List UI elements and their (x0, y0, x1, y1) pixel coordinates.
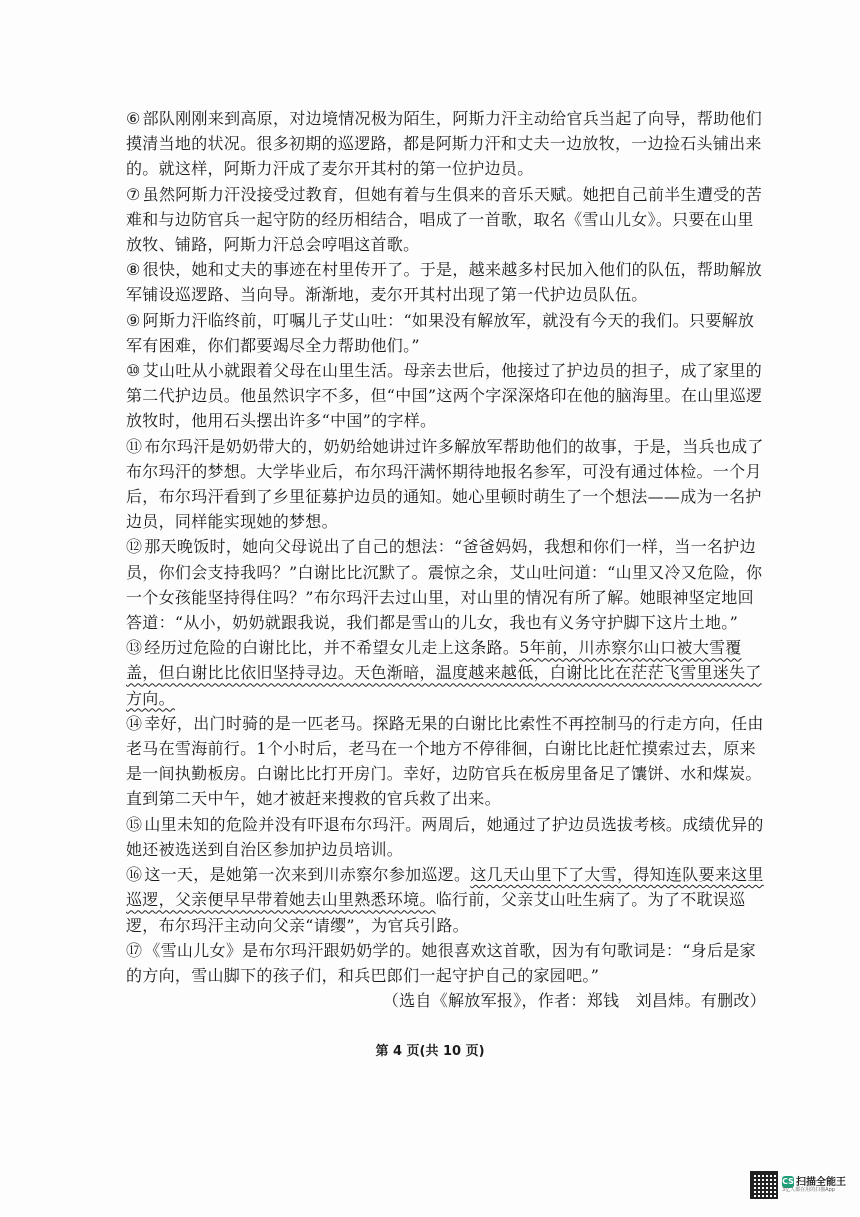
paragraph (126, 182, 766, 258)
paragraph-text: 幸好，出门时骑的是一匹老马。探路无果的白谢比比索性不再控制马的行走方向，任由老马在雪海前行。1个小时后，老马在一个地方不停徘徊，白谢比比赶忙摸索过去，原来是一间执勤板房。白谢比比打开房门。幸好，边防官兵在板房里备足了馕饼、水和煤炭。直到第二天中午，她才被赶来搜救的官兵救了出来。 (126, 713, 764, 809)
paragraph-text: 经历过危险的白谢比比，并不希望女儿走上这条路。 (144, 638, 520, 658)
paragraph (126, 534, 766, 635)
paragraph-text: 临行前，父亲艾山吐生病了。为了不耽误巡逻，布尔玛汗主动向父亲“请缨”，为官兵引路。 (126, 890, 746, 935)
paragraph (126, 257, 766, 307)
paragraph (126, 308, 766, 358)
paragraph (126, 635, 766, 711)
paragraph-text: 山里未知的危险并没有吓退布尔玛汗。两周后，她通过了护边员选拔考核。成绩优异的她还被选送到自治区参加护边员培训。 (126, 814, 764, 859)
paragraph (126, 711, 766, 812)
paragraph (126, 812, 766, 862)
paragraph-number: ⑫ (126, 537, 143, 557)
paragraph-number: ⑬ (126, 638, 143, 658)
paragraph-number: ⑨ (126, 310, 141, 330)
paragraph-text: 艾山吐从小就跟着父母在山里生活。母亲去世后，他接过了护边员的担子，成了家里的第二代护边员。他虽然识字不多，但“中国”这两个字深深烙印在他的脑海里。在山里巡逻放牧时，他用石头摆出许多“中国”的字样。 (126, 361, 763, 431)
paragraph-text: 布尔玛汗是奶奶带大的，奶奶给她讲过许多解放军帮助他们的故事，于是，当兵也成了布尔玛汗的梦想。大学毕业后，布尔玛汗满怀期待地报名参军，可没有通过体检。一个月后，布尔玛汗看到了乡里征募护边员的通知。她心里顿时萌生了一个想法——成为一名护边员，同样能实现她的梦想。 (126, 436, 764, 532)
paragraph-text: 很快，她和丈夫的事迹在村里传开了。于是，越来越多村民加入他们的队伍，帮助解放军铺设巡逻路、当向导。渐渐地，麦尔开其村出现了第一代护边员队伍。 (126, 260, 763, 305)
qr-code-icon (750, 1171, 778, 1199)
paragraph-text: 这一天，是她第一次来到川赤察尔参加巡逻。 (144, 865, 471, 885)
paragraph-number: ⑯ (126, 865, 143, 885)
paragraph-number: ⑩ (126, 361, 141, 381)
watermark-subtitle: 3亿人都在用的扫描App (782, 1187, 835, 1194)
watermark-title: 扫描全能王 (796, 1176, 846, 1188)
underlined-passage: 5年前，川赤察尔山口被大雪覆盖，但白谢比比依旧坚持寻边。天色渐暗，温度越来越低，白谢比比在茫茫飞雪里迷失了方向。 (126, 638, 762, 708)
article-body (126, 106, 766, 1013)
camscanner-logo-icon: CS (782, 1177, 794, 1187)
underlined-passage: 这几天山里下了大雪，得知连队要来这里巡逻，父亲便早早带着她去山里熟悉环境。 (126, 865, 764, 910)
paragraph-text: 阿斯力汗临终前，叮嘱儿子艾山吐：“如果没有解放军，就没有今天的我们。只要解放军有困难，你们都要竭尽全力帮助他们。” (126, 310, 755, 355)
paragraph-text: 虽然阿斯力汗没接受过教育，但她有着与生俱来的音乐天赋。她把自己前半生遭受的苦难和与边防官兵一起守防的经历相结合，唱成了一首歌，取名《雪山儿女》。只要在山里放牧、铺路，阿斯力汗总会哼唱这首歌。 (126, 184, 763, 255)
paragraph (126, 434, 766, 535)
paragraph (126, 862, 766, 938)
paragraph-number: ⑪ (126, 436, 143, 456)
scanner-watermark (750, 1168, 850, 1202)
paragraph-text: 那天晚饭时，她向父母说出了自己的想法：“爸爸妈妈，我想和你们一样，当一名护边员，你们会支持我吗？”白谢比比沉默了。震惊之余，艾山吐问道：“山里又冷又危险，你一个女孩能坚持得住吗？”布尔玛汗去过山里，对山里的情况有所了解。她眼神坚定地回答道：“从小，奶奶就跟我说，我们都是雪山的儿女，我也有义务守护脚下这片土地。” (126, 537, 763, 633)
paragraph-number: ⑦ (126, 184, 141, 204)
paragraph-number: ⑰ (126, 940, 143, 960)
paragraph (126, 938, 766, 988)
article-source: （选自《解放军报》，作者：郑钱 刘昌炜。有删改） (382, 991, 766, 1011)
paragraph-number: ⑭ (126, 713, 143, 733)
page-number: 第 4 页(共 10 页) (375, 1044, 485, 1059)
paragraph (126, 358, 766, 434)
paragraph-number: ⑧ (126, 260, 141, 280)
paragraph-number: ⑥ (126, 109, 141, 128)
paragraph-number: ⑮ (126, 814, 143, 834)
paragraph-text: 部队刚刚来到高原，对边境情况极为陌生，阿斯力汗主动给官兵当起了向导，帮助他们摸清当地的状况。很多初期的巡逻路，都是阿斯力汗和丈夫一边放牧，一边捡石头铺出来的。就这样，阿斯力汗成了麦尔开其村的第一位护边员。 (126, 109, 763, 179)
paragraph (126, 106, 766, 182)
paragraph-text: 《雪山儿女》是布尔玛汗跟奶奶学的。她很喜欢这首歌，因为有句歌词是：“身后是家的方向，雪山脚下的孩子们，和兵巴郎们一起守护自己的家园吧。” (126, 940, 756, 985)
